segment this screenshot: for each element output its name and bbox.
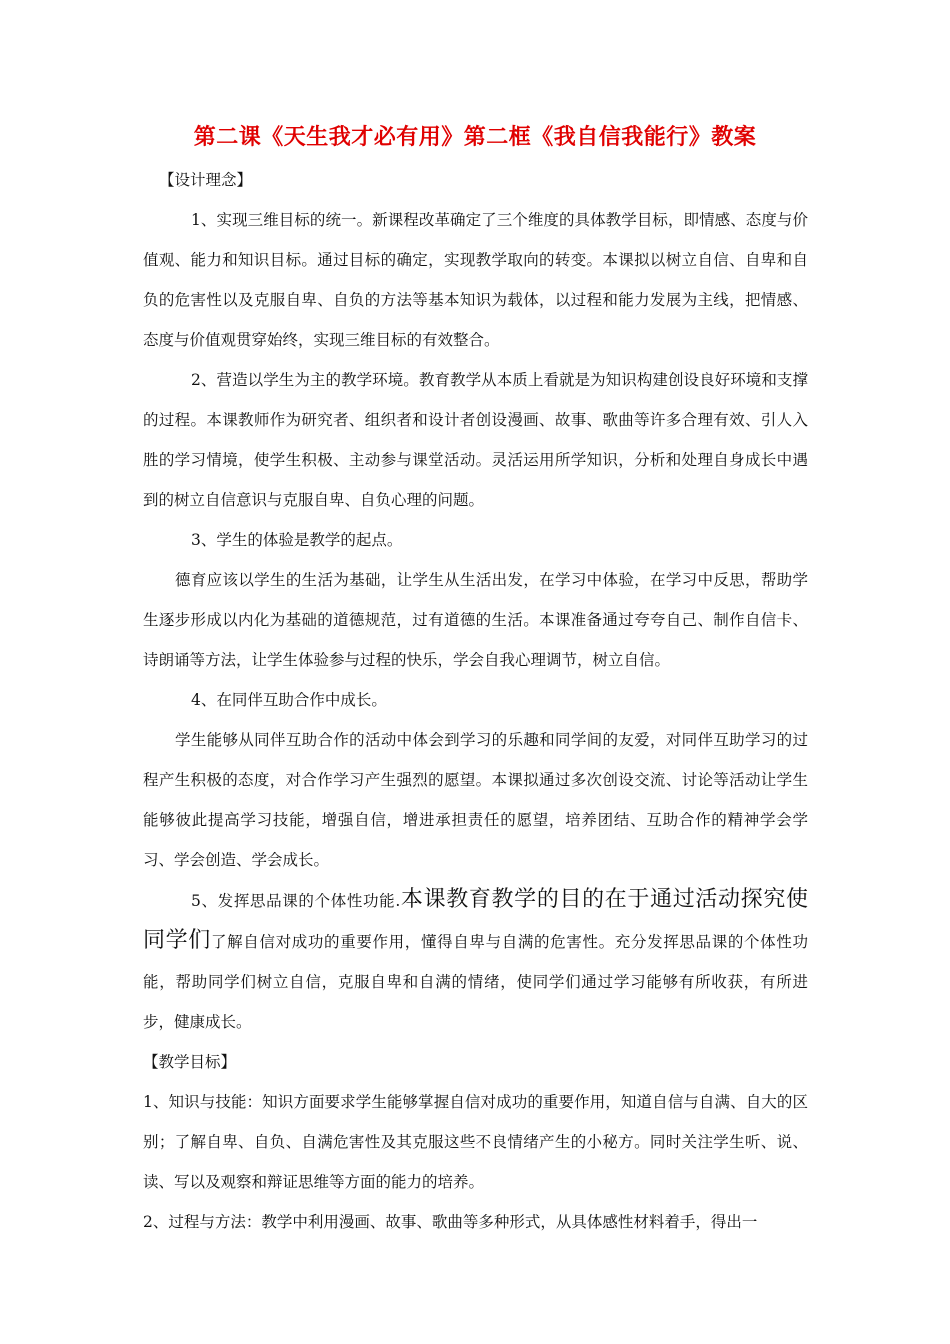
paragraph-5 <box>143 880 808 1042</box>
paragraph-3: 德育应该以学生的生活为基础，让学生从生活出发，在学习中体验，在学习中反思，帮助学生逐步形成以内化为基础的道德规范，过有道德的生活。本课准备通过夸夸自己、制作自信卡、诗朗诵等方法，让学生体验参与过程的快乐，学会自我心理调节，树立自信。 <box>143 571 808 669</box>
section-heading-goals: 【教学目标】 <box>143 1053 237 1071</box>
paragraph-3-heading: 3、学生的体验是教学的起点。 <box>191 531 403 549</box>
document-title: 第二课《天生我才必有用》第二框《我自信我能行》教案 <box>193 124 757 150</box>
document-body <box>143 160 808 1242</box>
paragraph-5-lead: 5、发挥思品课的个体性功能. <box>191 892 401 910</box>
paragraph-2: 2、营造以学生为主的教学环境。教育教学从本质上看就是为知识构建创设良好环境和支撑的过程。本课教师作为研究者、组织者和设计者创设漫画、故事、歌曲等许多合理有效、引人入胜的学习情境，使学生积极、主动参与课堂活动。灵活运用所学知识，分析和处理自身成长中遇到的树立自信意识与克服自卑、自负心理的问题。 <box>143 371 808 509</box>
paragraph-5-emphasis: 本课教育教学的目的在于通过活动探究使同学们 <box>143 887 808 953</box>
section-heading-design: 【设计理念】 <box>159 171 253 189</box>
paragraph-4-heading: 4、在同伴互助合作中成长。 <box>191 691 387 709</box>
goal-1: 1、知识与技能：知识方面要求学生能够掌握自信对成功的重要作用，知道自信与自满、自大的区别；了解自卑、自负、自满危害性及其克服这些不良情绪产生的小秘方。同时关注学生听、说、读、写以及观察和辩证思维等方面的能力的培养。 <box>143 1093 808 1191</box>
goal-2: 2、过程与方法：教学中利用漫画、故事、歌曲等多种形式，从具体感性材料着手，得出一 <box>143 1213 758 1231</box>
paragraph-5-rest: 了解自信对成功的重要作用，懂得自卑与自满的危害性。充分发挥思品课的个体性功能，帮助同学们树立自信，克服自卑和自满的情绪，使同学们通过学习能够有所收获，有所进步，健康成长。 <box>143 933 808 1031</box>
paragraph-4: 学生能够从同伴互助合作的活动中体会到学习的乐趣和同学间的友爱，对同伴互助学习的过程产生积极的态度，对合作学习产生强烈的愿望。本课拟通过多次创设交流、讨论等活动让学生能够彼此提高学习技能，增强自信，增进承担责任的愿望，培养团结、互助合作的精神学会学习、学会创造、学会成长。 <box>143 731 808 869</box>
paragraph-1: 1、实现三维目标的统一。新课程改革确定了三个维度的具体教学目标，即情感、态度与价值观、能力和知识目标。通过目标的确定，实现教学取向的转变。本课拟以树立自信、自卑和自负的危害性以及克服自卑、自负的方法等基本知识为载体，以过程和能力发展为主线，把情感、态度与价值观贯穿始终，实现三维目标的有效整合。 <box>143 211 808 349</box>
